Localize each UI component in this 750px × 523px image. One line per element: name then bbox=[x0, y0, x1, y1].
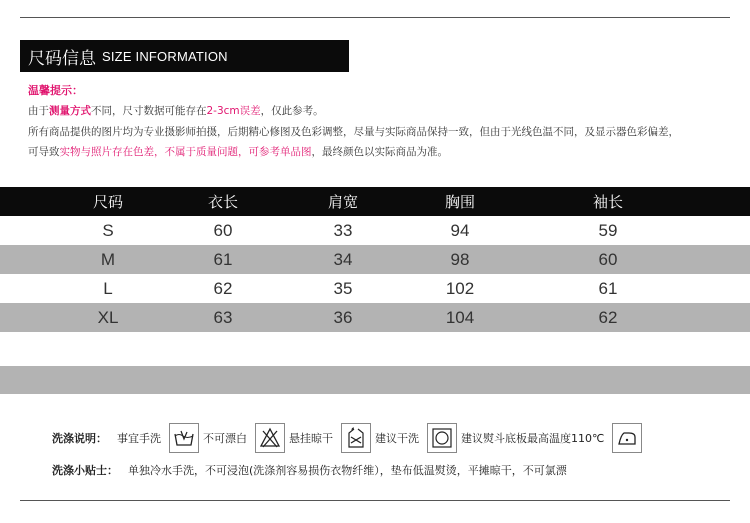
notice-text: 可导致 bbox=[28, 146, 60, 158]
cell-chest: 102 bbox=[445, 278, 475, 298]
cell-size: M bbox=[100, 249, 116, 269]
notice-line-2: 所有商品提供的图片均为专业摄影师拍摄，后期精心修图及色彩调整，尽量与实际商品保持一致，但由于光线色温不同，及显示器色彩偏差， bbox=[28, 126, 679, 138]
cell-size: S bbox=[102, 220, 114, 240]
no-bleach-icon bbox=[255, 423, 285, 453]
header-chest: 胸围 bbox=[444, 193, 476, 211]
care-tips bbox=[52, 462, 567, 478]
dry-clean-icon bbox=[427, 423, 457, 453]
washing-item-text: 建议熨斗底板最高温度110℃ bbox=[461, 432, 605, 445]
title-chinese: 尺码信息 bbox=[28, 48, 96, 69]
table-row bbox=[0, 216, 750, 245]
notice-line-3 bbox=[28, 144, 448, 159]
size-table bbox=[0, 187, 750, 332]
section-title-bar bbox=[20, 40, 349, 72]
cell-chest: 98 bbox=[450, 249, 470, 269]
cell-length: 60 bbox=[213, 220, 233, 240]
table-row bbox=[0, 274, 750, 303]
bottom-divider bbox=[20, 500, 730, 501]
notice-text: 由于 bbox=[28, 105, 49, 117]
hang-dry-icon bbox=[341, 423, 371, 453]
care-tips-text: 单独冷水手洗，不可浸泡(洗涤剂容易损伤衣物纤维），垫布低温熨烫，平摊晾干，不可氯漂 bbox=[128, 464, 567, 477]
notice-text: 不同，尺寸数据可能存在 bbox=[91, 105, 207, 117]
cell-shoulder: 34 bbox=[333, 249, 353, 269]
cell-shoulder: 36 bbox=[333, 307, 353, 327]
notice-highlight: 2-3cm误差 bbox=[206, 105, 261, 117]
header-shoulder: 肩宽 bbox=[327, 193, 359, 211]
notice-highlight: 测量方式 bbox=[49, 105, 91, 117]
top-divider bbox=[20, 17, 730, 18]
notice-text: ，仅此参考。 bbox=[260, 105, 324, 117]
washing-label: 洗涤说明： bbox=[52, 432, 107, 445]
hand-wash-icon bbox=[169, 423, 199, 453]
cell-chest: 94 bbox=[450, 220, 470, 240]
washing-item-text: 事宜手洗 bbox=[117, 432, 161, 445]
notice-text: ，最终颜色以实际商品为准。 bbox=[311, 146, 448, 158]
washing-instructions bbox=[52, 421, 646, 455]
iron-icon bbox=[612, 423, 642, 453]
cell-length: 61 bbox=[213, 249, 233, 269]
cell-size: XL bbox=[97, 307, 119, 327]
care-tips-label: 洗涤小贴士： bbox=[52, 464, 118, 477]
title-english: SIZE INFORMATION bbox=[102, 48, 228, 64]
washing-item-text: 不可漂白 bbox=[203, 432, 247, 445]
cell-chest: 104 bbox=[445, 307, 475, 327]
cell-sleeve: 61 bbox=[598, 278, 618, 298]
header-length: 衣长 bbox=[207, 193, 239, 211]
table-header-row bbox=[0, 187, 750, 216]
cell-sleeve: 60 bbox=[598, 249, 618, 269]
cell-size: L bbox=[103, 278, 113, 298]
header-size: 尺码 bbox=[92, 193, 124, 211]
grey-divider-band bbox=[0, 366, 750, 394]
cell-length: 63 bbox=[213, 307, 233, 327]
cell-shoulder: 35 bbox=[333, 278, 353, 298]
notice-highlight: 实物与照片存在色差，不属于质量问题，可参考单品图 bbox=[59, 146, 312, 158]
washing-item-text: 建议干洗 bbox=[375, 432, 419, 445]
table-row bbox=[0, 303, 750, 332]
notice-heading: 温馨提示： bbox=[28, 84, 83, 97]
washing-item-text: 悬挂晾干 bbox=[289, 432, 333, 445]
header-sleeve: 袖长 bbox=[592, 193, 624, 211]
cell-length: 62 bbox=[213, 278, 233, 298]
cell-shoulder: 33 bbox=[333, 220, 353, 240]
cell-sleeve: 62 bbox=[598, 307, 618, 327]
table-row bbox=[0, 245, 750, 274]
notice-line-1 bbox=[28, 103, 324, 118]
cell-sleeve: 59 bbox=[598, 220, 618, 240]
